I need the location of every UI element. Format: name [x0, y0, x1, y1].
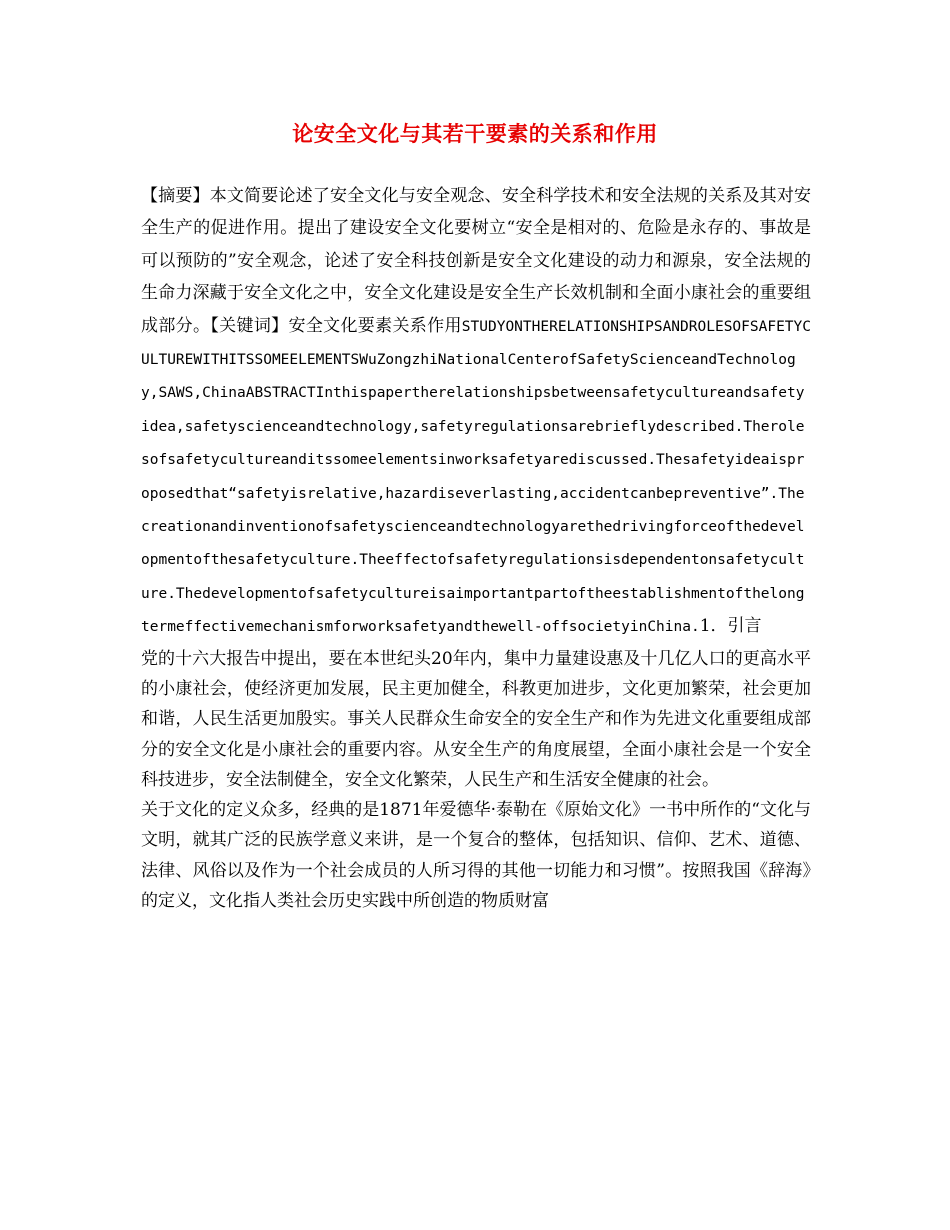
abstract-paragraph	[141, 180, 811, 644]
page-title: 论安全文化与其若干要素的关系和作用	[292, 121, 658, 146]
abstract-chinese: 【摘要】本文简要论述了安全文化与安全观念、安全科学技术和安全法规的关系及其对安全生产的促进作用。提出了建设安全文化要树立“安全是相对的、危险是永存的、事故是可以预防的”安全观念，论述了安全科技创新是安全文化建设的动力和源泉，安全法规的生命力深藏于安全文化之中，安全文化建设是安全生产长效机制和全面小康社会的重要组成部分。【关键词】安全文化要素关系作用	[141, 186, 811, 336]
document-body	[141, 180, 811, 916]
culture-definition-paragraph: 关于文化的定义众多，经典的是1871年爱德华·泰勒在《原始文化》一书中所作的“文化与文明，就其广泛的民族学意义来讲，是一个复合的整体，包括知识、信仰、艺术、道德、法律、风俗以及作为一个社会成员的人所习得的其他一切能力和习惯”。按照我国《辞海》的定义，文化指人类社会历史实践中所创造的物质财富	[141, 800, 811, 912]
intro-paragraph: 党的十六大报告中提出，要在本世纪头20年内，集中力量建设惠及十几亿人口的更高水平的小康社会，使经济更加发展，民主更加健全，科教更加进步，文化更加繁荣，社会更加和谐，人民生活更加殷实。事关人民群众生命安全的安全生产和作为先进文化重要组成部分的安全文化是小康社会的重要内容。从安全生产的角度展望，全面小康社会是一个安全科技进步，安全法制健全，安全文化繁荣，人民生产和生活安全健康的社会。	[141, 648, 811, 790]
abstract-english: STUDYONTHERELATIONSHIPSANDROLESOFSAFETYCULTUREWITHITSSOMEELEMENTSWuZongzhiNationalCenterofSafetyScienceandTechnology,SAWS,ChinaABSTRACTInthispapertherelationshipsbetweensafetycultureandsafetyidea,safetyscienceandtechnology,safetyregulationsarebrieflydescribed.Therolesofsafetycultureanditssomeelementsinworksafetyarediscussed.Thesafetyideaisproposedthat“safetyisrelative,hazardiseverlasting,accidentcanbepreventive”.Thecreationandinventionofsafetyscienceandtechnologyarethedrivingforceofthedevelopmentofthesafetyculture.Theeffectofsafetyregulationsisdependentonsafetyculture.Thedevelopmentofsafetycultureisaimportantpartoftheestablishmentofthelongtermeffectivemechanismforworksafetyandthewell-offsocietyinChina.	[141, 318, 811, 636]
intro-heading: 1．引言	[699, 616, 762, 637]
